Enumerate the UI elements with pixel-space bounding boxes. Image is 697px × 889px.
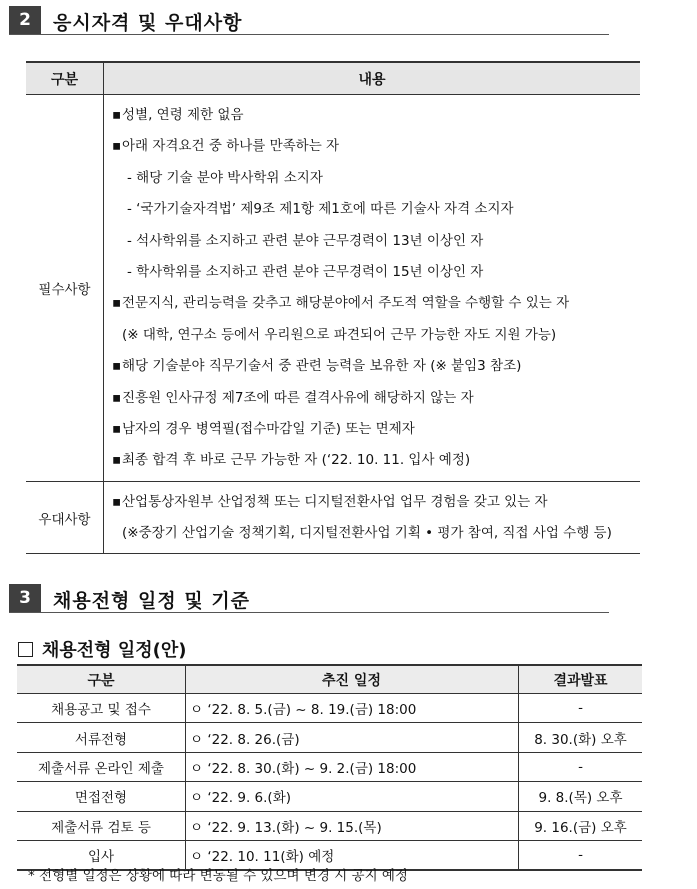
content-line: [112, 320, 640, 351]
table-row-required: [26, 95, 640, 482]
schedule-heading: [18, 636, 186, 662]
schedule-date: ㅇ ‘22. 8. 26.(금): [186, 723, 519, 752]
schedule-result: -: [519, 694, 643, 723]
table-row: [17, 723, 642, 752]
section-title: 응시자격 및 우대사항: [53, 12, 243, 34]
content-text: 남자의 경우 병역필(접수마감일 기준) 또는 면제자: [122, 420, 415, 437]
column-header-result: 결과발표: [519, 665, 643, 694]
section-title: 채용전형 일정 및 기준: [53, 590, 251, 612]
table-row: [17, 811, 642, 840]
content-text: 성별, 연령 제한 없음: [122, 107, 244, 123]
schedule-date: ㅇ ‘22. 8. 5.(금) ~ 8. 19.(금) 18:00: [186, 694, 519, 723]
content-text: (※중장기 산업기술 정책기획, 디지털전환사업 기획 • 평가 참여, 직접 사업 수행 등): [122, 525, 612, 542]
schedule-date: ㅇ ‘22. 10. 11(화) 예정: [186, 840, 519, 870]
content-line: [112, 383, 640, 414]
content-text: - ‘국가기술자격법’ 제9조 제1항 제1호에 따른 기술사 자격 소지자: [127, 201, 514, 218]
content-line: [112, 351, 640, 382]
qualification-table: [26, 61, 640, 554]
content-line: [112, 163, 640, 194]
schedule-category: 면접전형: [17, 782, 186, 811]
content-line: [112, 257, 640, 288]
schedule-result: 8. 30.(화) 오후: [519, 723, 643, 752]
schedule-date: ㅇ ‘22. 9. 13.(화) ~ 9. 15.(목): [186, 811, 519, 840]
content-line: [112, 445, 640, 476]
schedule-category: 채용공고 및 접수: [17, 694, 186, 723]
bullet-icon: ▪: [112, 138, 122, 155]
column-header-content: 내용: [104, 62, 641, 95]
schedule-result: -: [519, 752, 643, 781]
required-content: [104, 95, 641, 482]
table-row: [17, 782, 642, 811]
preferred-content: [104, 481, 641, 554]
bullet-icon: ▪: [112, 389, 122, 406]
bullet-icon: ▪: [112, 358, 122, 375]
section-3-header: [9, 582, 609, 613]
column-header-category: 구분: [17, 665, 186, 694]
content-line: [112, 414, 640, 445]
content-text: 산업통상자원부 산업정책 또는 디지털전환사업 업무 경험을 갖고 있는 자: [122, 493, 548, 510]
content-text: 최종 합격 후 바로 근무 가능한 자 (‘22. 10. 11. 입사 예정): [122, 452, 471, 469]
content-line: [112, 487, 640, 518]
content-text: (※ 대학, 연구소 등에서 우리원으로 파견되어 근무 가능한 자도 지원 가능): [122, 326, 557, 343]
column-header-schedule: 추진 일정: [186, 665, 519, 694]
table-header-row: [17, 665, 642, 694]
content-text: 전문지식, 관리능력을 갖추고 해당분야에서 주도적 역할을 수행할 수 있는 자: [122, 295, 570, 312]
table-row: [17, 752, 642, 781]
schedule-category: 서류전형: [17, 723, 186, 752]
schedule-result: -: [519, 840, 643, 870]
content-line: [112, 100, 640, 131]
section-number: 3: [9, 584, 41, 612]
section-number: 2: [9, 6, 41, 34]
bullet-icon: ▪: [112, 295, 122, 312]
schedule-footnote: * 전형별 일정은 상황에 따라 변동될 수 있으며 변경 시 공지 예정: [28, 868, 408, 884]
schedule-result: 9. 16.(금) 오후: [519, 811, 643, 840]
schedule-heading-text: 채용전형 일정(안): [42, 640, 187, 661]
schedule-date: ㅇ ‘22. 8. 30.(화) ~ 9. 2.(금) 18:00: [186, 752, 519, 781]
table-row-preferred: [26, 481, 640, 554]
content-line: [112, 194, 640, 225]
content-text: 아래 자격요건 중 하나를 만족하는 자: [122, 138, 340, 155]
schedule-date: ㅇ ‘22. 9. 6.(화): [186, 782, 519, 811]
content-line: [112, 518, 640, 549]
table-row: [17, 694, 642, 723]
category-required: 필수사항: [26, 95, 104, 482]
schedule-category: 입사: [17, 840, 186, 870]
content-text: - 해당 기술 분야 박사학위 소지자: [127, 169, 323, 186]
content-text: 진흥원 인사규정 제7조에 따른 결격사유에 해당하지 않는 자: [122, 389, 474, 406]
content-text: 해당 기술분야 직무기술서 중 관련 능력을 보유한 자 (※ 붙임3 참조): [122, 358, 522, 375]
column-header-category: 구분: [26, 62, 104, 95]
content-line: [112, 288, 640, 319]
schedule-table: [17, 664, 642, 871]
schedule-result: 9. 8.(목) 오후: [519, 782, 643, 811]
table-header-row: [26, 62, 640, 95]
schedule-category: 제출서류 온라인 제출: [17, 752, 186, 781]
bullet-icon: ▪: [112, 452, 122, 469]
checkbox-square-icon: [18, 642, 33, 657]
content-line: [112, 131, 640, 162]
section-2-header: [9, 4, 609, 35]
category-preferred: 우대사항: [26, 481, 104, 554]
schedule-category: 제출서류 검토 등: [17, 811, 186, 840]
bullet-icon: ▪: [112, 420, 122, 437]
content-text: - 학사학위를 소지하고 관련 분야 근무경력이 15년 이상인 자: [127, 263, 484, 280]
bullet-icon: ▪: [112, 493, 122, 510]
content-line: [112, 226, 640, 257]
content-text: - 석사학위를 소지하고 관련 분야 근무경력이 13년 이상인 자: [127, 232, 484, 249]
bullet-icon: ▪: [112, 107, 122, 123]
